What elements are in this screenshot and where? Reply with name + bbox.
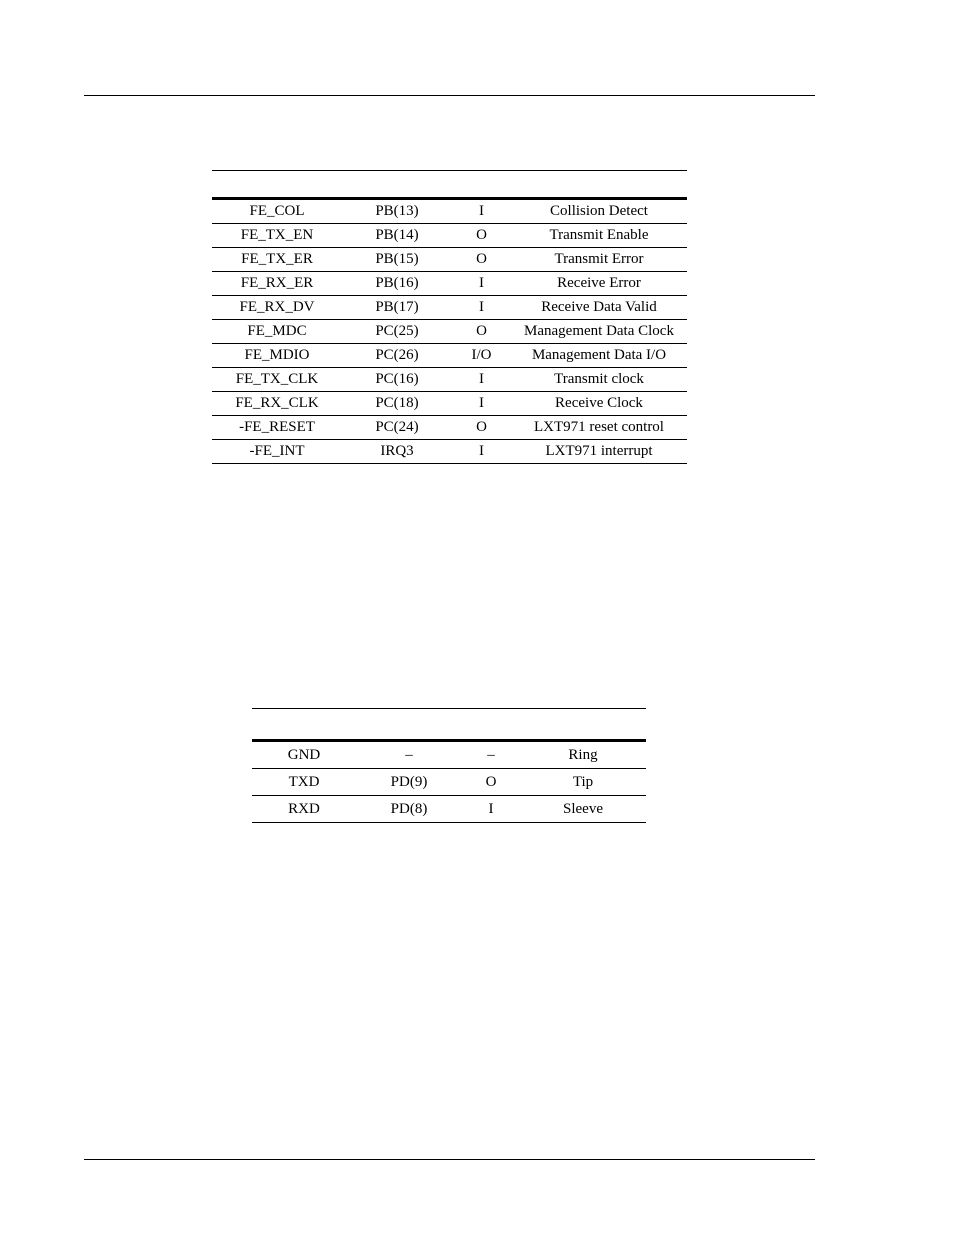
connector-cell: Sleeve: [520, 796, 646, 823]
signal-cell: FE_RX_CLK: [212, 392, 342, 416]
description-cell: Collision Detect: [511, 199, 687, 224]
pin-cell: PC(16): [342, 368, 452, 392]
signal-cell: TXD: [252, 769, 356, 796]
table-row: [212, 296, 687, 320]
direction-cell: I: [462, 796, 520, 823]
description-cell: Transmit clock: [511, 368, 687, 392]
direction-cell: O: [462, 769, 520, 796]
table-row: [212, 392, 687, 416]
pin-cell: PB(15): [342, 248, 452, 272]
signal-cell: -FE_RESET: [212, 416, 342, 440]
direction-cell: I: [452, 440, 511, 464]
serial-port-signal-table: [252, 708, 646, 823]
table-row: [252, 769, 646, 796]
direction-cell: I: [452, 272, 511, 296]
table-row: [212, 368, 687, 392]
table-row: [212, 416, 687, 440]
signal-cell: FE_MDC: [212, 320, 342, 344]
pin-cell: PB(13): [342, 199, 452, 224]
signal-cell: FE_TX_EN: [212, 224, 342, 248]
header-rule: [84, 95, 815, 96]
signal-cell: FE_RX_ER: [212, 272, 342, 296]
pin-cell: PB(14): [342, 224, 452, 248]
pin-cell: PC(18): [342, 392, 452, 416]
table-row: [212, 344, 687, 368]
description-cell: Receive Clock: [511, 392, 687, 416]
pin-cell: PB(17): [342, 296, 452, 320]
table-row: [252, 796, 646, 823]
direction-cell: O: [452, 416, 511, 440]
pin-cell: PC(26): [342, 344, 452, 368]
pin-cell: PC(24): [342, 416, 452, 440]
signal-cell: RXD: [252, 796, 356, 823]
description-cell: Transmit Error: [511, 248, 687, 272]
signal-cell: FE_MDIO: [212, 344, 342, 368]
signal-cell: FE_RX_DV: [212, 296, 342, 320]
direction-cell: O: [452, 224, 511, 248]
description-cell: LXT971 reset control: [511, 416, 687, 440]
pin-cell: PC(25): [342, 320, 452, 344]
table-row: [212, 224, 687, 248]
footer-rule: [84, 1159, 815, 1160]
signal-cell: FE_COL: [212, 199, 342, 224]
connector-cell: Ring: [520, 741, 646, 769]
signal-cell: -FE_INT: [212, 440, 342, 464]
direction-cell: I/O: [452, 344, 511, 368]
pin-cell: PD(9): [356, 769, 462, 796]
description-cell: Management Data Clock: [511, 320, 687, 344]
pin-cell: –: [356, 741, 462, 769]
description-cell: Receive Data Valid: [511, 296, 687, 320]
signal-cell: GND: [252, 741, 356, 769]
pin-cell: IRQ3: [342, 440, 452, 464]
ethernet-signal-table: [212, 170, 687, 464]
description-cell: LXT971 interrupt: [511, 440, 687, 464]
direction-cell: I: [452, 199, 511, 224]
direction-cell: O: [452, 248, 511, 272]
connector-cell: Tip: [520, 769, 646, 796]
direction-cell: I: [452, 368, 511, 392]
table-row: [212, 272, 687, 296]
pin-cell: PD(8): [356, 796, 462, 823]
table-row: [252, 741, 646, 769]
description-cell: Transmit Enable: [511, 224, 687, 248]
table-header-row: [212, 171, 687, 199]
table-row: [212, 320, 687, 344]
description-cell: Management Data I/O: [511, 344, 687, 368]
table-row: [212, 440, 687, 464]
description-cell: Receive Error: [511, 272, 687, 296]
table-row: [212, 248, 687, 272]
direction-cell: I: [452, 296, 511, 320]
pin-cell: PB(16): [342, 272, 452, 296]
direction-cell: I: [452, 392, 511, 416]
table-header-row: [252, 709, 646, 741]
signal-cell: FE_TX_ER: [212, 248, 342, 272]
direction-cell: –: [462, 741, 520, 769]
signal-cell: FE_TX_CLK: [212, 368, 342, 392]
table-row: [212, 199, 687, 224]
direction-cell: O: [452, 320, 511, 344]
